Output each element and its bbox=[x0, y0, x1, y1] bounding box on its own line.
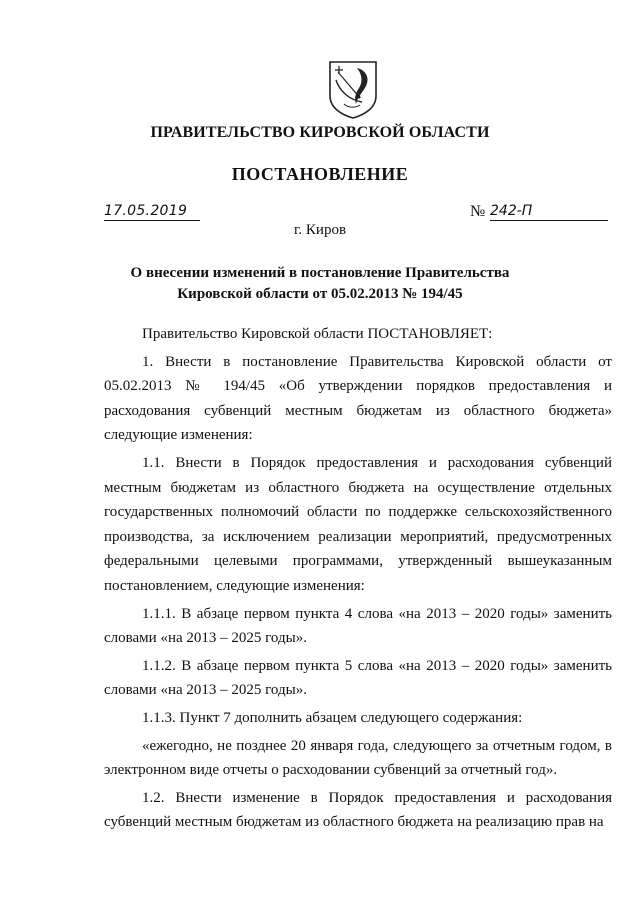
document-body bbox=[104, 322, 612, 835]
paragraph-1-1-2: 1.1.2. В абзаце первом пункта 5 слова «на 2013 – 2020 годы» заменить словами «на 2013 – 2025 годы». bbox=[104, 657, 612, 699]
document-number: 242-П bbox=[490, 203, 608, 221]
coat-of-arms-icon bbox=[326, 58, 380, 120]
organization-name: ПРАВИТЕЛЬСТВО КИРОВСКОЙ ОБЛАСТИ bbox=[150, 124, 490, 141]
paragraph-1: 1. Внести в постановление Правительства Кировской области от 05.02.2013 № 194/45 «Об утверждении порядков предоставления и расходования субвенций местным бюджетам из областного бюджета» следующие изменения: bbox=[104, 353, 612, 444]
document-date: 17.05.2019 bbox=[104, 203, 200, 221]
paragraph-1-1: 1.1. Внести в Порядок предоставления и расходования субвенций местным бюджетам из областного бюджета на осуществление отдельных государственных полномочий области по поддержке сельскохозяйственного производства, за исключением реализации мероприятий, предусмотренных федеральными целевыми программами, утвержденный вышеуказанным постановлением, следующие изменения: bbox=[104, 454, 612, 594]
city: г. Киров bbox=[293, 222, 347, 238]
number-label: № bbox=[470, 203, 486, 220]
paragraph-1-1-3: 1.1.3. Пункт 7 дополнить абзацем следующего содержания: bbox=[142, 709, 523, 726]
document-type: ПОСТАНОВЛЕНИЕ bbox=[231, 164, 409, 184]
title-line-1: О внесении изменений в постановление Правительства bbox=[130, 265, 510, 281]
paragraph-preamble: Правительство Кировской области ПОСТАНОВЛЯЕТ: bbox=[142, 326, 493, 342]
title-line-2: Кировской области от 05.02.2013 № 194/45 bbox=[177, 286, 463, 302]
paragraph-1-1-1: 1.1.1. В абзаце первом пункта 4 слова «на 2013 – 2020 годы» заменить словами «на 2013 – 2025 годы». bbox=[104, 605, 612, 647]
paragraph-quote: «ежегодно, не позднее 20 января года, следующего за отчетным годом, в электронном виде отчеты о расходовании субвенций за отчетный год». bbox=[104, 737, 612, 779]
paragraph-1-2: 1.2. Внести изменение в Порядок предоставления и расходования субвенций местным бюджетам из областного бюджета на реализацию прав на bbox=[104, 789, 612, 831]
document-title bbox=[0, 263, 640, 305]
